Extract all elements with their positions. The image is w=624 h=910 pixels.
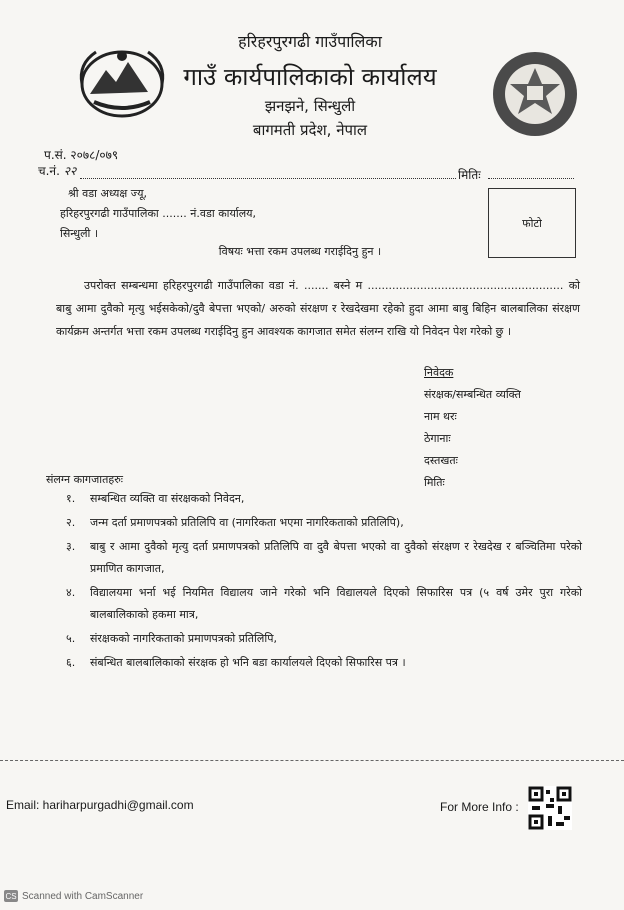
name-field: नाम थरः [424, 410, 457, 423]
camscanner-icon: CS [5, 891, 17, 901]
office-province: बागमती प्रदेश, नेपाल [252, 121, 368, 139]
item-text: जन्म दर्ता प्रमाणपत्रको प्रतिलिपि वा (नागरिकता भएमा नागरिकताको प्रतिलिपि), [90, 516, 404, 529]
application-body: उपरोक्त सम्बन्धमा हरिहरपुरगढी गाउँपालिका वडा नं. ....... बस्ने म ........................................................ को बाबु आमा दुवैको मृत्यु भईसकेको/दुवै बेपत्ता भएको/ अरुको संरक्षण र रेखदेखमा रहेको हुदा आमा बाबु बिहिन बालबालिका संरक्षण कार्यक्रम अन्तर्गत भत्ता रकम उपलब्ध गराईदिनु हुन आवश्यक कागजात समेत संलग्न राखि यो निवेदन पेश गरेको छु । [56, 279, 580, 338]
applicant-role: संरक्षक/सम्बन्धित व्यक्ति [424, 388, 521, 401]
signature-block [424, 362, 521, 494]
date-field [488, 178, 574, 179]
photo-box [488, 188, 576, 258]
item-number: ४. [66, 586, 76, 599]
list-item [66, 488, 582, 510]
list-item [66, 652, 582, 674]
item-text: संरक्षकको नागरिकताको प्रमाणपत्रको प्रतिलिपि, [90, 632, 277, 645]
reference-number: प.सं. २०७८/०७९ [44, 148, 119, 162]
office-location: झनझने, सिन्धुली [264, 97, 356, 115]
item-text: संबन्धित बालबालिकाको संरक्षक हो भनि बडा कार्यालयले दिएको सिफारिस पत्र । [90, 656, 406, 669]
footer-divider [0, 760, 624, 761]
photo-label: फोटो [522, 216, 542, 230]
signature-field: दस्तखतः [424, 454, 458, 467]
item-number: ३. [66, 540, 76, 553]
nepal-emblem-icon [76, 44, 168, 120]
qr-code-icon[interactable] [528, 786, 572, 830]
item-text: बाबु र आमा दुवैको मृत्यु दर्ता प्रमाणपत्रको प्रतिलिपि वा दुवै बेपत्ता भएको वा दुवैको संरक्षण र रेखदेख र बञ्चितिमा परेको प्रमाणित कागजात, [90, 540, 582, 575]
date-label: मितिः [458, 168, 481, 182]
item-text: सम्बन्धित व्यक्ति वा संरक्षकको निवेदन, [90, 492, 245, 505]
dispatch-number [38, 162, 76, 179]
item-text: विद्यालयमा भर्ना भई नियमित विद्यालय जाने गरेको भनि विद्यालयले दिएको सिफारिस पत्र (५ वर्ष उमेर पुरा गरेको बालबालिकाको हकमा मात्र, [90, 586, 582, 621]
list-item [66, 536, 582, 580]
more-info-label: For More Info : [440, 800, 519, 814]
subject-line: विषयः भत्ता रकम उपलब्ध गराईदिनु हुन । [218, 245, 382, 258]
camscanner-text: Scanned with CamScanner [22, 890, 144, 902]
attachments-list [66, 488, 582, 676]
list-item [66, 582, 582, 626]
dispatch-handwritten: २२ [63, 164, 77, 178]
addressee-line: हरिहरपुरगढी गाउँपालिका ....... नं.वडा कार्यालय, [60, 207, 257, 220]
divider [80, 178, 456, 179]
municipality-seal-icon [490, 48, 580, 140]
list-item [66, 628, 582, 650]
dispatch-label: च.नं. [38, 164, 64, 178]
applicant-title: निवेदक [424, 366, 454, 379]
email-text[interactable]: Email: hariharpurgadhi@gmail.com [6, 798, 194, 812]
item-number: ५. [66, 632, 76, 645]
addressee-line: सिन्धुली । [60, 227, 99, 240]
item-number: ६. [66, 656, 76, 669]
list-item [66, 512, 582, 534]
camscanner-watermark [4, 890, 143, 902]
attachments-title: संलग्न कागजातहरुः [46, 473, 123, 486]
date-field: मितिः [424, 476, 445, 489]
office-title: गाउँ कार्यपालिकाको कार्यालय [183, 63, 437, 91]
item-number: १. [66, 492, 76, 505]
address-field: ठेगानाः [424, 432, 451, 445]
municipality-name: हरिहरपुरगढी गाउँपालिका [238, 32, 382, 51]
item-number: २. [66, 516, 76, 529]
addressee-line: श्री वडा अध्यक्ष ज्यू, [68, 187, 147, 200]
